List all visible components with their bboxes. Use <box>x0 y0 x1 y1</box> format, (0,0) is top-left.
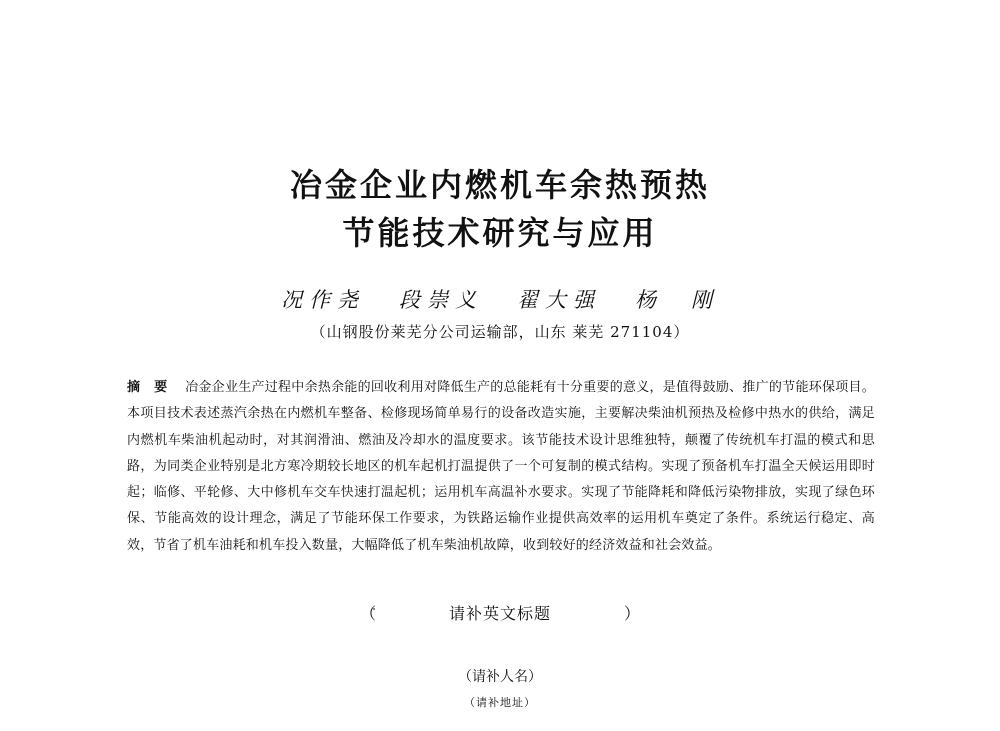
author-name: 翟大强 <box>517 288 601 312</box>
author-name: 况作尧 <box>281 288 365 312</box>
author-affiliation: （山钢股份莱芜分公司运输部，山东 莱芜 271104） <box>310 323 690 341</box>
english-title-placeholder <box>0 601 1000 627</box>
abstract-text: 冶金企业生产过程中余热余能的回收利用对降低生产的总能耗有十分重要的意义，是值得鼓励、推广的节能环保项目。本项目技术表述蒸汽余热在内燃机车整备、检修现场简单易行的设备改造实施，主要解决柴油机预热及检修中热水的供给，满足内燃机车柴油机起动时，对其润滑油、燃油及冷却水的温度要求。该节能技术设计思维独特，颠覆了传统机车打温的模式和思路，为同类企业特别是北方寒冷期较长地区的机车起机打温提供了一个可复制的模式结构。实现了预备机车打温全天候运用即时起；临修、平轮修、大中修机车交车快速打温起机；运用机车高温补水要求。实现了节能降耗和降低污染物排放，实现了绿色环保、节能高效的设计理念，满足了节能环保工作要求，为铁路运输作业提供高效率的运用机车奠定了条件。系统运行稳定、高效，节省了机车油耗和机车投入数量，大幅降低了机车柴油机故障，收到较好的经济效益和社会效益。 <box>127 380 875 553</box>
paper-title-line-1: 冶金企业内燃机车余热预热 <box>289 166 710 204</box>
abstract-label: 摘要 <box>127 380 182 395</box>
english-author-placeholder: （请补人名） <box>458 669 542 685</box>
author-name: 段崇义 <box>399 288 483 312</box>
author-name: 杨 刚 <box>635 288 719 312</box>
english-title-close-paren: ） <box>623 604 640 623</box>
paper-title-line-2: 节能技术研究与应用 <box>342 214 658 252</box>
author-list <box>0 286 1000 314</box>
abstract-block <box>127 375 875 559</box>
english-title-text: 请补英文标题 <box>448 604 551 623</box>
english-title-open-paren: （ <box>360 604 377 623</box>
english-address-placeholder: （请补地址） <box>464 696 536 709</box>
